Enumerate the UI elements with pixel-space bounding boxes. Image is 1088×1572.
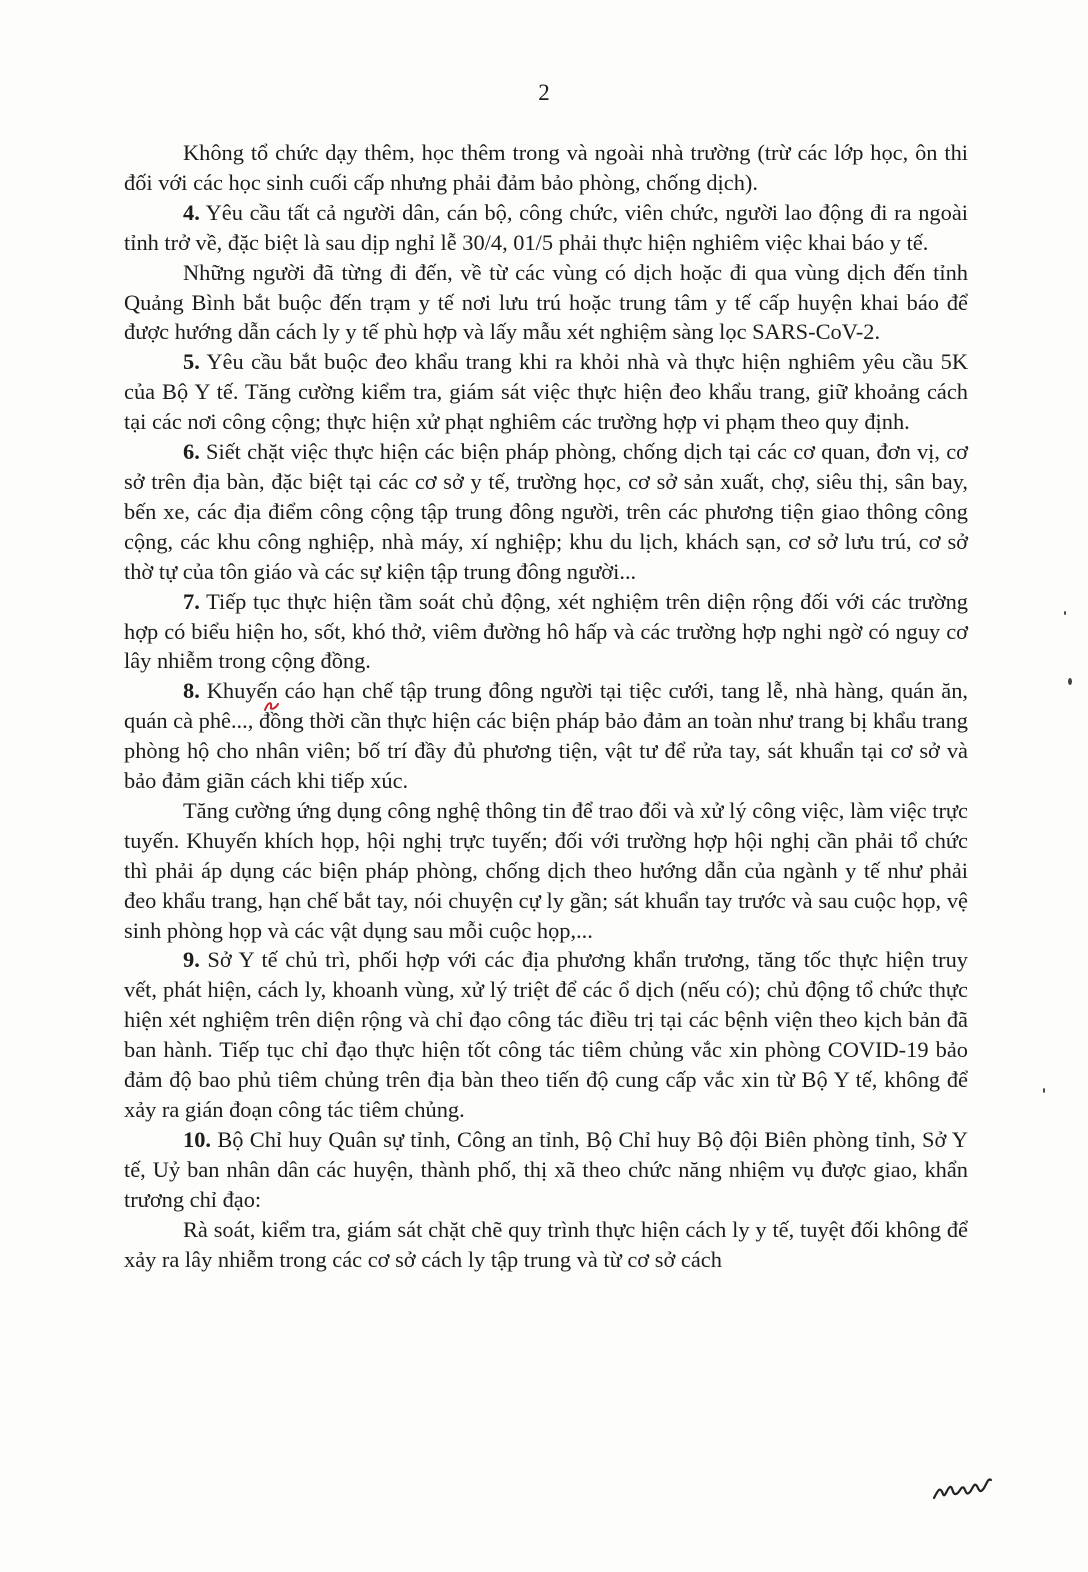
scan-speck: [1064, 611, 1066, 615]
item-number: 9.: [183, 947, 200, 973]
paragraph-text: Sở Y tế chủ trì, phối hợp với các địa phương khẩn trương, tăng tốc thực hiện truy vết, phát hiện, cách ly, khoanh vùng, xử lý triệt để các ổ dịch (nếu có); chủ động tổ chức thực hiện xét nghiệm trên diện rộng và chỉ đạo công tác điều trị tại các bệnh viện theo kịch bản đã ban hành. Tiếp tục chỉ đạo thực hiện tốt công tác tiêm chủng vắc xin phòng COVID-19 bảo đảm độ bao phủ tiêm chủng trên địa bàn theo tiến độ cung cấp vắc xin từ Bộ Y tế, không để xảy ra gián đoạn công tác tiêm chủng.: [124, 947, 968, 1122]
item-number: 5.: [183, 349, 200, 375]
scan-speck: [1068, 678, 1072, 685]
paragraph-text: Yêu cầu tất cả người dân, cán bộ, công chức, viên chức, người lao động đi ra ngoài tỉnh trở về, đặc biệt là sau dịp nghỉ lễ 30/4, 01/5 phải thực hiện nghiêm việc khai báo y tế.: [124, 199, 968, 255]
page-number: 2: [538, 80, 550, 105]
paragraph-text: Bộ Chỉ huy Quân sự tỉnh, Công an tỉnh, Bộ Chỉ huy Bộ đội Biên phòng tỉnh, Sở Y tế, Uỷ ban nhân dân các huyện, thành phố, thị xã theo chức năng nhiệm vụ được giao, khẩn trương chỉ đạo:: [124, 1126, 968, 1212]
paragraph-item-5: [124, 347, 968, 437]
paragraph-item-9: [124, 945, 968, 1124]
paragraph-text: Siết chặt việc thực hiện các biện pháp phòng, chống dịch tại các cơ quan, đơn vị, cơ sở trên địa bàn, đặc biệt tại các cơ sở y tế, trường học, cơ sở sản xuất, chợ, siêu thị, sân bay, bến xe, các địa điểm công cộng tập trung đông người, trên các phương tiện giao thông công cộng, các khu công nghiệp, nhà máy, xí nghiệp; khu du lịch, khách sạn, cơ sở lưu trú, cơ sở thờ tự của tôn giáo và các sự kiện tập trung đông người...: [124, 439, 968, 584]
paragraph-text: Khuyến cáo hạn chế tập trung đông người tại tiệc cưới, tang lễ, nhà hàng, quán ăn, quán cà phê..., đồng thời cần thực hiện các biện pháp bảo đảm an toàn như trang bị khẩu trang phòng hộ cho nhân viên; bố trí đầy đủ phương tiện, vật tư để rửa tay, sát khuẩn tại cơ sở và bảo đảm giãn cách khi tiếp xúc.: [124, 678, 968, 794]
item-number: 8.: [183, 678, 200, 704]
paragraph-text: Yêu cầu bắt buộc đeo khẩu trang khi ra khỏi nhà và thực hiện nghiêm yêu cầu 5K của Bộ Y tế. Tăng cường kiểm tra, giám sát việc thực hiện đeo khẩu trang, giữ khoảng cách tại các nơi công cộng; thực hiện xử phạt nghiêm các trường hợp vi phạm theo quy định.: [124, 349, 968, 435]
paragraph-item-8: [124, 676, 968, 796]
scan-speck: [1043, 1088, 1045, 1093]
item-number: 6.: [183, 439, 200, 465]
handwritten-initials-icon: [930, 1468, 1000, 1508]
item-number: 4.: [183, 199, 200, 225]
paragraph-quarantine-review: [124, 1215, 968, 1275]
paragraph-online-meetings: [124, 796, 968, 946]
item-number: 10.: [183, 1126, 211, 1152]
paragraph-item-6: [124, 437, 968, 587]
paragraph-text: Không tổ chức dạy thêm, học thêm trong và ngoài nhà trường (trừ các lớp học, ôn thi đối với các học sinh cuối cấp nhưng phải đảm bảo phòng, chống dịch).: [124, 140, 968, 195]
red-pen-mark-icon: [262, 698, 282, 714]
paragraph-no-extra-classes: [124, 138, 968, 198]
paragraph-item-7: [124, 587, 968, 677]
paragraph-item-4: [124, 198, 968, 258]
paragraph-declaration-requirement: [124, 258, 968, 348]
item-number: 7.: [183, 588, 200, 614]
paragraph-text: Tiếp tục thực hiện tầm soát chủ động, xét nghiệm trên diện rộng đối với các trường hợp có biểu hiện ho, sốt, khó thở, viêm đường hô hấp và các trường hợp nghi ngờ có nguy cơ lây nhiễm trong cộng đồng.: [124, 588, 968, 674]
paragraph-item-10: [124, 1125, 968, 1215]
paragraph-text: Rà soát, kiểm tra, giám sát chặt chẽ quy trình thực hiện cách ly y tế, tuyệt đối không để xảy ra lây nhiễm trong các cơ sở cách ly tập trung và từ cơ sở cách: [124, 1216, 968, 1272]
document-body: [124, 138, 968, 1274]
paragraph-text: Những người đã từng đi đến, về từ các vùng có dịch hoặc đi qua vùng dịch đến tỉnh Quảng Bình bắt buộc đến trạm y tế nơi lưu trú hoặc trung tâm y tế cấp huyện khai báo để được hướng dẫn cách ly y tế phù hợp và lấy mẫu xét nghiệm sàng lọc SARS-CoV-2.: [124, 259, 968, 345]
paragraph-text: Tăng cường ứng dụng công nghệ thông tin để trao đổi và xử lý công việc, làm việc trực tuyến. Khuyến khích họp, hội nghị trực tuyến; đối với trường hợp hội nghị cần phải tổ chức thì phải áp dụng các biện pháp phòng, chống dịch theo hướng dẫn của ngành y tế như phải đeo khẩu trang, hạn chế bắt tay, nói chuyện cự ly gần; sát khuẩn tay trước và sau cuộc họp, vệ sinh phòng họp và các vật dụng sau mỗi cuộc họp,...: [124, 797, 968, 943]
